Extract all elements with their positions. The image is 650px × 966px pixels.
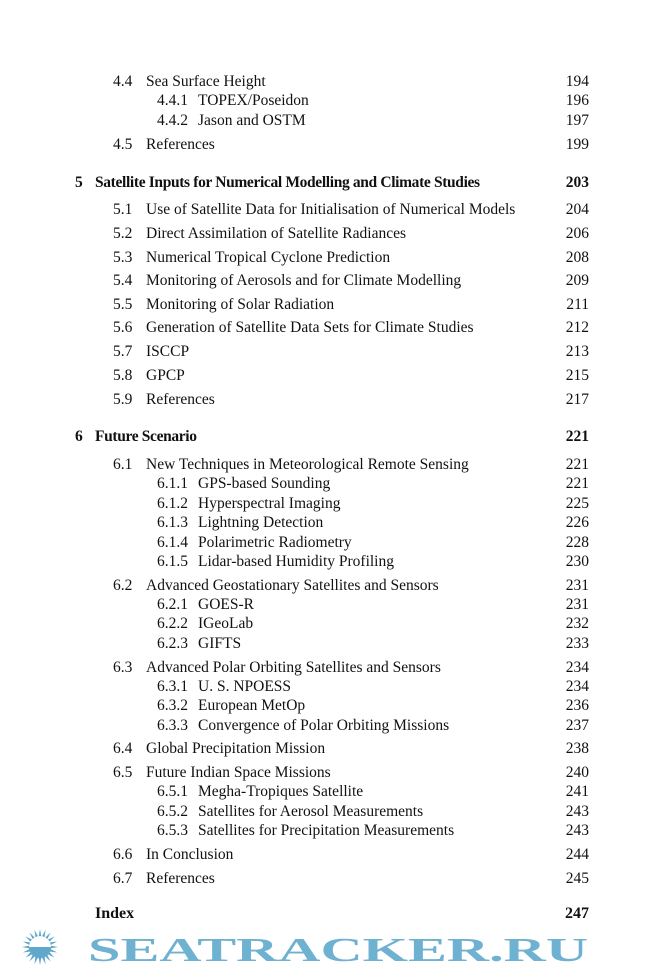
section-number: 6.6: [113, 846, 133, 863]
toc-entry[interactable]: [0, 869, 650, 889]
toc-entry[interactable]: [0, 474, 650, 494]
toc-entry[interactable]: [0, 111, 650, 131]
section-number: 5.4: [113, 272, 133, 289]
section-number: 5.7: [113, 343, 133, 360]
page-number: 238: [565, 740, 589, 757]
section-number: 6.2.3: [157, 635, 188, 652]
toc-entry[interactable]: [0, 802, 650, 822]
section-title: References: [146, 870, 215, 887]
sun-ray: [25, 952, 32, 958]
section-title: Future Indian Space Missions: [146, 764, 331, 781]
section-number: 6.5.3: [157, 822, 188, 839]
section-number: 5.9: [113, 391, 133, 408]
section-number: 5.5: [113, 296, 133, 313]
section-number: 4.5: [113, 136, 133, 153]
section-title: European MetOp: [198, 697, 306, 714]
section-number: 6.3: [113, 659, 133, 676]
section-title: Numerical Tropical Cyclone Prediction: [146, 249, 391, 266]
section-title: GPS-based Sounding: [198, 475, 331, 492]
section-title: New Techniques in Meteorological Remote Sensing: [146, 456, 469, 473]
page-number: 199: [565, 136, 589, 153]
section-number: 6.1.3: [157, 514, 188, 531]
section-number: 4.4.2: [157, 112, 188, 129]
sun-ray: [22, 946, 30, 949]
toc-entry[interactable]: [0, 634, 650, 654]
toc-entry[interactable]: [0, 135, 650, 155]
page-number: 233: [565, 635, 589, 652]
section-title: References: [146, 136, 215, 153]
section-title: Polarimetric Radiometry: [198, 534, 352, 551]
section-number: 6.7: [113, 870, 133, 887]
page-number: 209: [565, 272, 589, 289]
toc-entry[interactable]: [0, 595, 650, 615]
toc-entry[interactable]: [0, 366, 650, 386]
page-number: 225: [565, 495, 589, 512]
section-number: 6.3.1: [157, 678, 188, 695]
page-number: 221: [565, 475, 589, 492]
section-title: Satellites for Aerosol Measurements: [198, 803, 424, 820]
section-title: Index: [95, 905, 135, 922]
section-title: Satellites for Precipitation Measurements: [198, 822, 455, 839]
page-number: 211: [566, 296, 589, 313]
toc-entry[interactable]: [0, 845, 650, 865]
sun-ray: [45, 932, 51, 939]
page-number: 231: [565, 596, 589, 613]
section-title: Generation of Satellite Data Sets for Climate Studies: [146, 319, 474, 336]
section-title: Use of Satellite Data for Initialisation of Numerical Models: [146, 201, 516, 218]
page-number: 197: [565, 112, 589, 129]
section-title: TOPEX/Poseidon: [198, 92, 309, 109]
page-number: 212: [565, 319, 589, 336]
toc-entry[interactable]: [0, 677, 650, 697]
section-title: Satellite Inputs for Numerical Modelling and Climate Studies: [95, 174, 480, 191]
seatracker-watermark: [0, 928, 650, 966]
section-number: 6.2: [113, 577, 133, 594]
section-title: Convergence of Polar Orbiting Missions: [198, 717, 450, 734]
section-title: GIFTS: [198, 635, 242, 652]
page-number: 226: [565, 514, 589, 531]
page-number: 228: [565, 534, 589, 551]
section-number: 6.5: [113, 764, 133, 781]
section-number: 5.1: [113, 201, 133, 218]
page-number: 245: [565, 870, 589, 887]
page-number: 237: [565, 717, 589, 734]
toc-entry[interactable]: [0, 295, 650, 315]
toc-entry[interactable]: [0, 455, 650, 475]
sun-ray: [42, 930, 46, 938]
toc-entry[interactable]: [0, 271, 650, 291]
toc-entry[interactable]: [0, 576, 650, 596]
section-title: Global Precipitation Mission: [146, 740, 326, 757]
section-title: References: [146, 391, 215, 408]
toc-entry[interactable]: [0, 614, 650, 634]
section-title: Future Scenario: [95, 428, 197, 445]
page-number: 243: [565, 803, 589, 820]
page-number: 247: [565, 905, 589, 922]
toc-entry[interactable]: [0, 533, 650, 553]
page-number: 206: [565, 225, 589, 242]
page-number: 204: [565, 201, 589, 218]
section-number: 6.2.2: [157, 615, 188, 632]
section-number: 4.4.1: [157, 92, 188, 109]
page-number: 231: [565, 577, 589, 594]
page-number: 232: [565, 615, 589, 632]
page-number: 203: [565, 174, 589, 191]
toc-entry[interactable]: [0, 72, 650, 92]
page-number: 234: [565, 659, 589, 676]
sun-ray: [45, 954, 51, 961]
section-title: Sea Surface Height: [146, 73, 266, 90]
toc-entry[interactable]: [0, 552, 650, 572]
section-number: 6.3.2: [157, 697, 188, 714]
toc-entry[interactable]: [0, 342, 650, 362]
toc-entry[interactable]: [0, 494, 650, 514]
section-title: Advanced Polar Orbiting Satellites and Sensors: [146, 659, 441, 676]
toc-entry[interactable]: [0, 763, 650, 783]
section-title: ISCCP: [146, 343, 190, 360]
section-number: 5.6: [113, 319, 133, 336]
section-number: 5.2: [113, 225, 133, 242]
page-number: 243: [565, 822, 589, 839]
toc-entry[interactable]: [0, 248, 650, 268]
section-title: U. S. NPOESS: [198, 678, 292, 695]
page-number: 196: [565, 92, 589, 109]
section-title: Direct Assimilation of Satellite Radiances: [146, 225, 406, 242]
sun-ray: [50, 946, 58, 949]
toc-entry[interactable]: [0, 782, 650, 802]
sun-ray: [23, 941, 31, 945]
toc-entry[interactable]: [0, 739, 650, 759]
sun-ray: [47, 936, 54, 942]
toc-entry[interactable]: [0, 513, 650, 533]
section-number: 5.3: [113, 249, 133, 266]
section-number: 6: [75, 428, 83, 445]
section-title: GOES-R: [198, 596, 254, 613]
page-number: 234: [565, 678, 589, 695]
page-number: 213: [565, 343, 589, 360]
sun-ray: [49, 949, 57, 953]
section-title: IGeoLab: [198, 615, 254, 632]
sun-ray: [25, 936, 32, 942]
section-title: Jason and OSTM: [198, 112, 306, 129]
page-number: 236: [565, 697, 589, 714]
section-number: 6.1: [113, 456, 133, 473]
sun-ray: [23, 949, 31, 953]
section-title: Monitoring of Solar Radiation: [146, 296, 335, 313]
toc-entry[interactable]: [0, 173, 650, 193]
section-number: 6.1.1: [157, 475, 188, 492]
section-number: 6.2.1: [157, 596, 188, 613]
page-number: 221: [565, 456, 589, 473]
sun-ray: [34, 930, 38, 938]
toc-entry[interactable]: [0, 224, 650, 244]
section-number: 5.8: [113, 367, 133, 384]
section-title: Monitoring of Aerosols and for Climate Modelling: [146, 272, 462, 289]
sun-ray: [42, 956, 46, 964]
sun-logo-icon: [22, 929, 58, 965]
page-number: 240: [565, 764, 589, 781]
page-number: 194: [565, 73, 589, 90]
section-title: Megha-Tropiques Satellite: [198, 783, 364, 800]
sun-ray: [47, 952, 54, 958]
section-title: Lightning Detection: [198, 514, 324, 531]
section-title: Lidar-based Humidity Profiling: [198, 553, 394, 570]
section-number: 6.1.2: [157, 495, 188, 512]
section-number: 5: [75, 174, 83, 191]
toc-entry[interactable]: [0, 904, 650, 924]
page-number: 208: [565, 249, 589, 266]
section-number: 4.4: [113, 73, 133, 90]
section-title: In Conclusion: [146, 846, 234, 863]
section-title: Advanced Geostationary Satellites and Sensors: [146, 577, 439, 594]
page-number: 221: [565, 428, 589, 445]
toc-entry[interactable]: [0, 390, 650, 410]
toc-entry[interactable]: [0, 427, 650, 447]
toc-entry[interactable]: [0, 716, 650, 736]
page-number: 241: [565, 783, 589, 800]
sun-ray: [39, 957, 42, 965]
toc-entry[interactable]: [0, 91, 650, 111]
sun-ray: [29, 954, 35, 961]
section-number: 6.1.4: [157, 534, 188, 551]
toc-entry[interactable]: [0, 318, 650, 338]
page-number: 215: [565, 367, 589, 384]
section-number: 6.3.3: [157, 717, 188, 734]
toc-entry[interactable]: [0, 821, 650, 841]
section-number: 6.1.5: [157, 553, 188, 570]
sun-ray: [34, 956, 38, 964]
sun-ray: [49, 941, 57, 945]
section-number: 6.5.2: [157, 803, 188, 820]
section-number: 6.4: [113, 740, 133, 757]
section-title: Hyperspectral Imaging: [198, 495, 341, 512]
watermark-text: SEATRACKER.RU: [88, 932, 588, 966]
section-number: 6.5.1: [157, 783, 188, 800]
page-number: 217: [565, 391, 589, 408]
section-title: GPCP: [146, 367, 185, 384]
page-number: 244: [565, 846, 589, 863]
toc-entry[interactable]: [0, 200, 650, 220]
sun-ray: [29, 932, 35, 939]
sun-ray: [39, 929, 42, 937]
toc-entry[interactable]: [0, 696, 650, 716]
toc-entry[interactable]: [0, 658, 650, 678]
page-number: 230: [565, 553, 589, 570]
